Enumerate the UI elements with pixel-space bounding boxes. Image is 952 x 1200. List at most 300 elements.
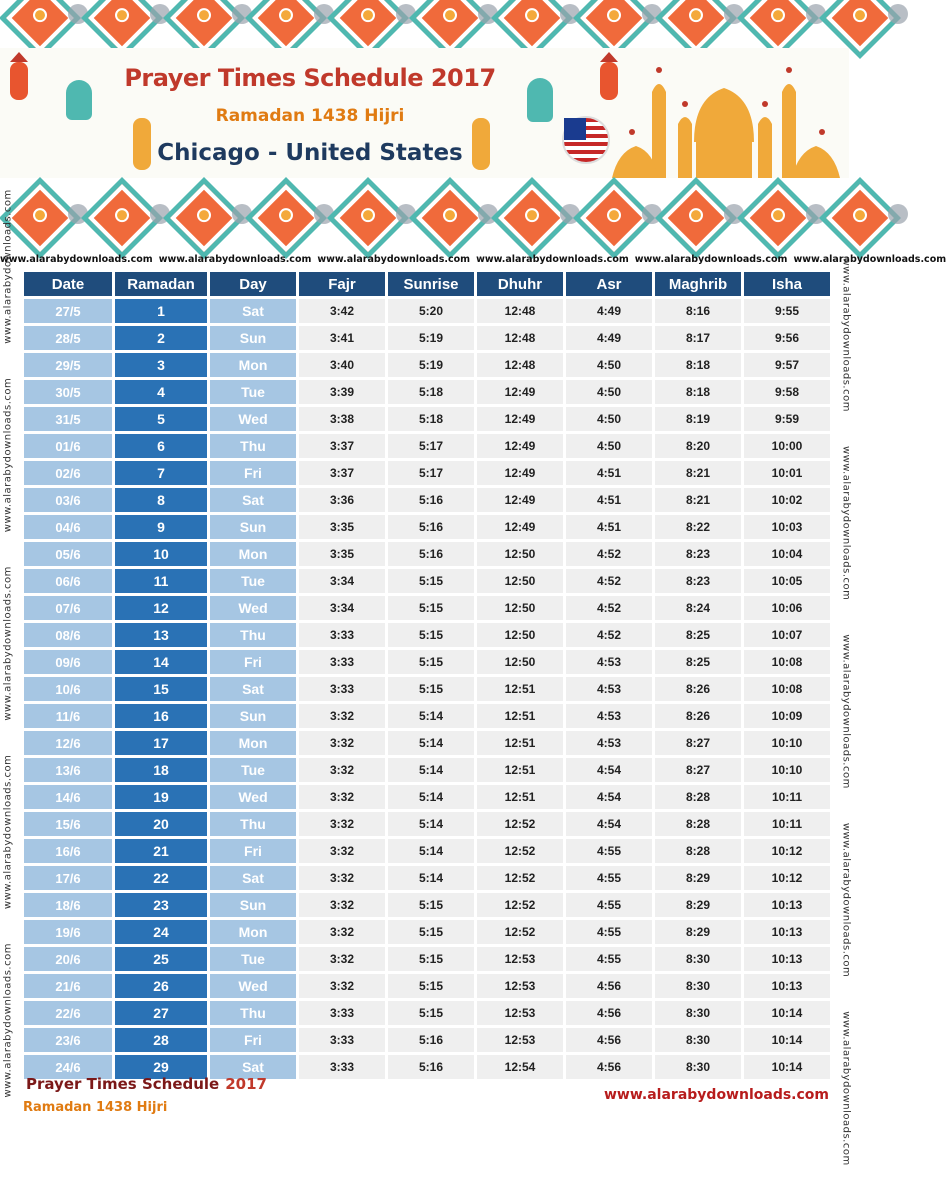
cell-date: 18/6 [24,893,112,917]
ornament-tile-icon [170,184,238,252]
cell-ramadan: 19 [115,785,207,809]
cell-day: Fri [210,1028,296,1052]
cell-fajr: 3:34 [299,596,385,620]
cell-maghrib: 8:28 [655,812,741,836]
cell-day: Thu [210,623,296,647]
cell-isha: 10:00 [744,434,830,458]
cell-date: 23/6 [24,1028,112,1052]
cell-date: 27/5 [24,299,112,323]
cell-isha: 10:01 [744,461,830,485]
cell-sunrise: 5:17 [388,461,474,485]
column-header-date: Date [24,272,112,296]
cell-asr: 4:49 [566,299,652,323]
cell-ramadan: 18 [115,758,207,782]
cell-isha: 10:08 [744,677,830,701]
cell-day: Fri [210,839,296,863]
cell-asr: 4:56 [566,974,652,998]
cell-asr: 4:52 [566,542,652,566]
ornament-tile-icon [252,0,320,52]
watermark-text: www.alarabydownloads.com [476,254,629,265]
table-row [24,380,830,404]
cell-date: 05/6 [24,542,112,566]
cell-ramadan: 9 [115,515,207,539]
ornament-tile-icon [416,0,484,52]
ornament-dot-icon [396,4,416,24]
cell-dhuhr: 12:48 [477,326,563,350]
cell-asr: 4:55 [566,947,652,971]
ornament-tile-icon [334,0,402,52]
cell-day: Sat [210,488,296,512]
cell-date: 08/6 [24,623,112,647]
cell-maghrib: 8:18 [655,380,741,404]
cell-maghrib: 8:19 [655,407,741,431]
table-row [24,407,830,431]
cell-sunrise: 5:14 [388,731,474,755]
cell-ramadan: 22 [115,866,207,890]
watermark-row [0,254,947,265]
cell-sunrise: 5:16 [388,1055,474,1079]
cell-dhuhr: 12:50 [477,596,563,620]
cell-dhuhr: 12:49 [477,515,563,539]
watermark-text: www.alarabydownloads.com [793,254,947,265]
cell-ramadan: 13 [115,623,207,647]
watermark-text: www.alarabydownloads.com [2,943,14,1098]
cell-sunrise: 5:14 [388,704,474,728]
table-row [24,326,830,350]
cell-dhuhr: 12:51 [477,677,563,701]
cell-isha: 10:12 [744,839,830,863]
watermark-text: www.alarabydownloads.com [158,254,312,265]
table-row [24,866,830,890]
cell-asr: 4:53 [566,731,652,755]
cell-ramadan: 10 [115,542,207,566]
cell-date: 16/6 [24,839,112,863]
cell-day: Sun [210,893,296,917]
ornament-dot-icon [232,204,252,224]
cell-sunrise: 5:15 [388,677,474,701]
cell-date: 20/6 [24,947,112,971]
ornament-tile-icon [744,0,812,52]
cell-day: Fri [210,461,296,485]
page-subtitle: Ramadan 1438 Hijri [215,106,405,126]
cell-date: 17/6 [24,866,112,890]
cell-isha: 10:02 [744,488,830,512]
cell-fajr: 3:32 [299,704,385,728]
cell-dhuhr: 12:49 [477,488,563,512]
cell-maghrib: 8:21 [655,461,741,485]
cell-maghrib: 8:23 [655,542,741,566]
cell-day: Tue [210,758,296,782]
ornament-tile-icon [826,0,894,52]
ornament-tile-icon [744,184,812,252]
cell-sunrise: 5:16 [388,515,474,539]
cell-isha: 10:04 [744,542,830,566]
cell-ramadan: 11 [115,569,207,593]
ornament-dot-icon [724,204,744,224]
cell-fajr: 3:39 [299,380,385,404]
table-row [24,488,830,512]
cell-isha: 10:10 [744,758,830,782]
cell-ramadan: 17 [115,731,207,755]
cell-fajr: 3:33 [299,677,385,701]
cell-sunrise: 5:15 [388,947,474,971]
cell-isha: 9:55 [744,299,830,323]
table-row [24,758,830,782]
cell-ramadan: 12 [115,596,207,620]
cell-ramadan: 15 [115,677,207,701]
cell-asr: 4:50 [566,434,652,458]
column-header-fajr: Fajr [299,272,385,296]
lantern-icon [10,52,28,62]
cell-asr: 4:51 [566,488,652,512]
cell-asr: 4:53 [566,704,652,728]
cell-day: Mon [210,542,296,566]
watermark-text: www.alarabydownloads.com [2,566,14,721]
cell-asr: 4:55 [566,839,652,863]
cell-maghrib: 8:22 [655,515,741,539]
column-header-asr: Asr [566,272,652,296]
cell-ramadan: 7 [115,461,207,485]
cell-asr: 4:55 [566,893,652,917]
cell-asr: 4:56 [566,1028,652,1052]
cell-ramadan: 28 [115,1028,207,1052]
cell-asr: 4:54 [566,785,652,809]
cell-sunrise: 5:15 [388,596,474,620]
cell-day: Mon [210,920,296,944]
cell-fajr: 3:32 [299,974,385,998]
cell-day: Tue [210,380,296,404]
cell-isha: 10:10 [744,731,830,755]
cell-fajr: 3:37 [299,434,385,458]
column-header-sunrise: Sunrise [388,272,474,296]
cell-maghrib: 8:30 [655,1001,741,1025]
ornament-dot-icon [806,4,826,24]
table-row [24,677,830,701]
cell-sunrise: 5:16 [388,488,474,512]
cell-isha: 10:08 [744,650,830,674]
cell-fajr: 3:33 [299,623,385,647]
cell-fajr: 3:33 [299,650,385,674]
cell-date: 09/6 [24,650,112,674]
cell-isha: 10:11 [744,785,830,809]
cell-sunrise: 5:15 [388,1001,474,1025]
table-row [24,542,830,566]
cell-fajr: 3:33 [299,1028,385,1052]
table-row [24,785,830,809]
cell-sunrise: 5:15 [388,569,474,593]
cell-ramadan: 23 [115,893,207,917]
cell-asr: 4:52 [566,596,652,620]
table-row [24,893,830,917]
cell-sunrise: 5:15 [388,623,474,647]
table-row [24,461,830,485]
cell-dhuhr: 12:48 [477,299,563,323]
ornament-dot-icon [642,4,662,24]
cell-fajr: 3:32 [299,731,385,755]
ornament-dot-icon [478,204,498,224]
cell-dhuhr: 12:52 [477,920,563,944]
cell-sunrise: 5:19 [388,353,474,377]
watermark-text: www.alarabydownloads.com [840,257,852,412]
table-row [24,1001,830,1025]
cell-maghrib: 8:21 [655,488,741,512]
cell-isha: 9:57 [744,353,830,377]
cell-maghrib: 8:30 [655,974,741,998]
column-header-maghrib: Maghrib [655,272,741,296]
cell-day: Sat [210,677,296,701]
ornament-dot-icon [150,4,170,24]
cell-fajr: 3:35 [299,515,385,539]
cell-fajr: 3:40 [299,353,385,377]
cell-dhuhr: 12:49 [477,461,563,485]
cell-fajr: 3:35 [299,542,385,566]
cell-isha: 9:58 [744,380,830,404]
table-row [24,299,830,323]
ornament-tile-icon [252,184,320,252]
ornament-tile-icon [826,184,894,252]
lantern-icon [600,52,618,62]
cell-fajr: 3:34 [299,569,385,593]
cell-dhuhr: 12:50 [477,623,563,647]
cell-ramadan: 1 [115,299,207,323]
ornament-dot-icon [150,204,170,224]
watermark-text: www.alarabydownloads.com [634,254,788,265]
cell-sunrise: 5:14 [388,758,474,782]
cell-dhuhr: 12:51 [477,785,563,809]
cell-date: 31/5 [24,407,112,431]
cell-maghrib: 8:26 [655,677,741,701]
table-row [24,731,830,755]
cell-ramadan: 2 [115,326,207,350]
cell-day: Wed [210,974,296,998]
cell-fajr: 3:32 [299,812,385,836]
ornament-dot-icon [314,204,334,224]
cell-fajr: 3:33 [299,1001,385,1025]
cell-asr: 4:50 [566,407,652,431]
ornament-dot-icon [888,4,908,24]
watermark-text: www.alarabydownloads.com [2,377,14,533]
cell-sunrise: 5:15 [388,974,474,998]
cell-sunrise: 5:19 [388,326,474,350]
cell-fajr: 3:32 [299,947,385,971]
cell-isha: 10:13 [744,920,830,944]
cell-ramadan: 5 [115,407,207,431]
cell-day: Fri [210,650,296,674]
cell-day: Wed [210,785,296,809]
cell-day: Tue [210,569,296,593]
cell-sunrise: 5:16 [388,542,474,566]
cell-date: 22/6 [24,1001,112,1025]
cell-sunrise: 5:18 [388,407,474,431]
cell-day: Thu [210,812,296,836]
cell-ramadan: 29 [115,1055,207,1079]
cell-fajr: 3:38 [299,407,385,431]
cell-fajr: 3:36 [299,488,385,512]
cell-ramadan: 21 [115,839,207,863]
cell-day: Thu [210,1001,296,1025]
table-row [24,920,830,944]
cell-sunrise: 5:15 [388,920,474,944]
cell-fajr: 3:32 [299,893,385,917]
cell-isha: 10:03 [744,515,830,539]
watermark-right [840,257,852,1166]
ornament-tile-icon [662,0,730,52]
ornament-dot-icon [478,4,498,24]
footer-title-text: Prayer Times Schedule [26,1075,220,1093]
table-row [24,515,830,539]
ornament-tile-icon [170,0,238,52]
cell-isha: 10:13 [744,893,830,917]
cell-dhuhr: 12:51 [477,704,563,728]
table-row [24,650,830,674]
cell-date: 15/6 [24,812,112,836]
cell-ramadan: 26 [115,974,207,998]
cell-fajr: 3:41 [299,326,385,350]
cell-maghrib: 8:25 [655,650,741,674]
table-row [24,947,830,971]
watermark-text: www.alarabydownloads.com [317,254,471,265]
cell-day: Sun [210,326,296,350]
cell-isha: 10:14 [744,1001,830,1025]
watermark-text: www.alarabydownloads.com [840,822,852,978]
cell-date: 04/6 [24,515,112,539]
us-flag-icon [562,116,610,164]
cell-day: Sun [210,515,296,539]
ornament-tile-icon [498,0,566,52]
cell-day: Mon [210,731,296,755]
column-header-dhuhr: Dhuhr [477,272,563,296]
cell-date: 10/6 [24,677,112,701]
cell-date: 06/6 [24,569,112,593]
cell-dhuhr: 12:50 [477,650,563,674]
ornament-dot-icon [888,204,908,224]
ornament-tile-icon [416,184,484,252]
cell-fajr: 3:32 [299,866,385,890]
ornament-dot-icon [396,204,416,224]
cell-sunrise: 5:14 [388,866,474,890]
cell-fajr: 3:37 [299,461,385,485]
ornament-tile-icon [6,184,74,252]
location-label: Chicago - United States [157,140,463,166]
footer-title [26,1075,267,1093]
watermark-text: www.alarabydownloads.com [840,634,852,789]
cell-ramadan: 4 [115,380,207,404]
watermark-text: www.alarabydownloads.com [2,754,14,910]
cell-maghrib: 8:27 [655,758,741,782]
cell-asr: 4:51 [566,461,652,485]
cell-sunrise: 5:16 [388,1028,474,1052]
table-row [24,434,830,458]
cell-ramadan: 20 [115,812,207,836]
watermark-left [2,189,14,1098]
cell-maghrib: 8:30 [655,947,741,971]
cell-isha: 10:13 [744,947,830,971]
watermark-text: www.alarabydownloads.com [840,445,852,601]
footer-url-link[interactable]: www.alarabydownloads.com [604,1087,829,1103]
cell-ramadan: 25 [115,947,207,971]
table-row [24,569,830,593]
cell-date: 07/6 [24,596,112,620]
cell-maghrib: 8:28 [655,839,741,863]
cell-maghrib: 8:17 [655,326,741,350]
cell-dhuhr: 12:51 [477,758,563,782]
cell-isha: 10:09 [744,704,830,728]
cell-date: 03/6 [24,488,112,512]
cell-isha: 10:12 [744,866,830,890]
page-title: Prayer Times Schedule 2017 [124,64,496,92]
cell-dhuhr: 12:50 [477,569,563,593]
cell-ramadan: 27 [115,1001,207,1025]
ornament-dot-icon [724,4,744,24]
cell-dhuhr: 12:49 [477,434,563,458]
cell-ramadan: 3 [115,353,207,377]
watermark-text: www.alarabydownloads.com [0,254,153,265]
cell-date: 21/6 [24,974,112,998]
column-header-ramadan: Ramadan [115,272,207,296]
cell-asr: 4:49 [566,326,652,350]
cell-ramadan: 24 [115,920,207,944]
cell-date: 30/5 [24,380,112,404]
cell-ramadan: 14 [115,650,207,674]
cell-day: Tue [210,947,296,971]
cell-asr: 4:55 [566,866,652,890]
cell-day: Sat [210,299,296,323]
cell-fajr: 3:32 [299,785,385,809]
watermark-text: www.alarabydownloads.com [2,189,14,344]
ornament-tile-icon [580,184,648,252]
cell-dhuhr: 12:53 [477,947,563,971]
cell-dhuhr: 12:54 [477,1055,563,1079]
ornament-tile-icon [498,184,566,252]
cell-maghrib: 8:25 [655,623,741,647]
column-header-isha: Isha [744,272,830,296]
cell-asr: 4:56 [566,1001,652,1025]
cell-maghrib: 8:30 [655,1055,741,1079]
cell-dhuhr: 12:51 [477,731,563,755]
cell-sunrise: 5:14 [388,839,474,863]
table-row [24,353,830,377]
cell-maghrib: 8:29 [655,893,741,917]
cell-sunrise: 5:14 [388,812,474,836]
cell-date: 29/5 [24,353,112,377]
cell-isha: 10:13 [744,974,830,998]
cell-isha: 10:14 [744,1028,830,1052]
cell-date: 13/6 [24,758,112,782]
ornament-tile-icon [6,0,74,52]
cell-dhuhr: 12:49 [477,407,563,431]
cell-dhuhr: 12:52 [477,839,563,863]
cell-asr: 4:51 [566,515,652,539]
cell-day: Wed [210,596,296,620]
cell-isha: 10:07 [744,623,830,647]
cell-fajr: 3:32 [299,839,385,863]
cell-date: 12/6 [24,731,112,755]
cell-isha: 10:14 [744,1055,830,1079]
cell-day: Mon [210,353,296,377]
table-row [24,596,830,620]
cell-dhuhr: 12:50 [477,542,563,566]
cell-asr: 4:53 [566,677,652,701]
ornament-dot-icon [806,204,826,224]
cell-fajr: 3:32 [299,758,385,782]
ornament-tile-icon [88,0,156,52]
cell-asr: 4:52 [566,623,652,647]
mosque-icon [612,62,840,178]
cell-maghrib: 8:24 [655,596,741,620]
footer-year: 2017 [225,1075,267,1093]
cell-maghrib: 8:29 [655,866,741,890]
footer-subtitle: Ramadan 1438 Hijri [23,1100,168,1115]
